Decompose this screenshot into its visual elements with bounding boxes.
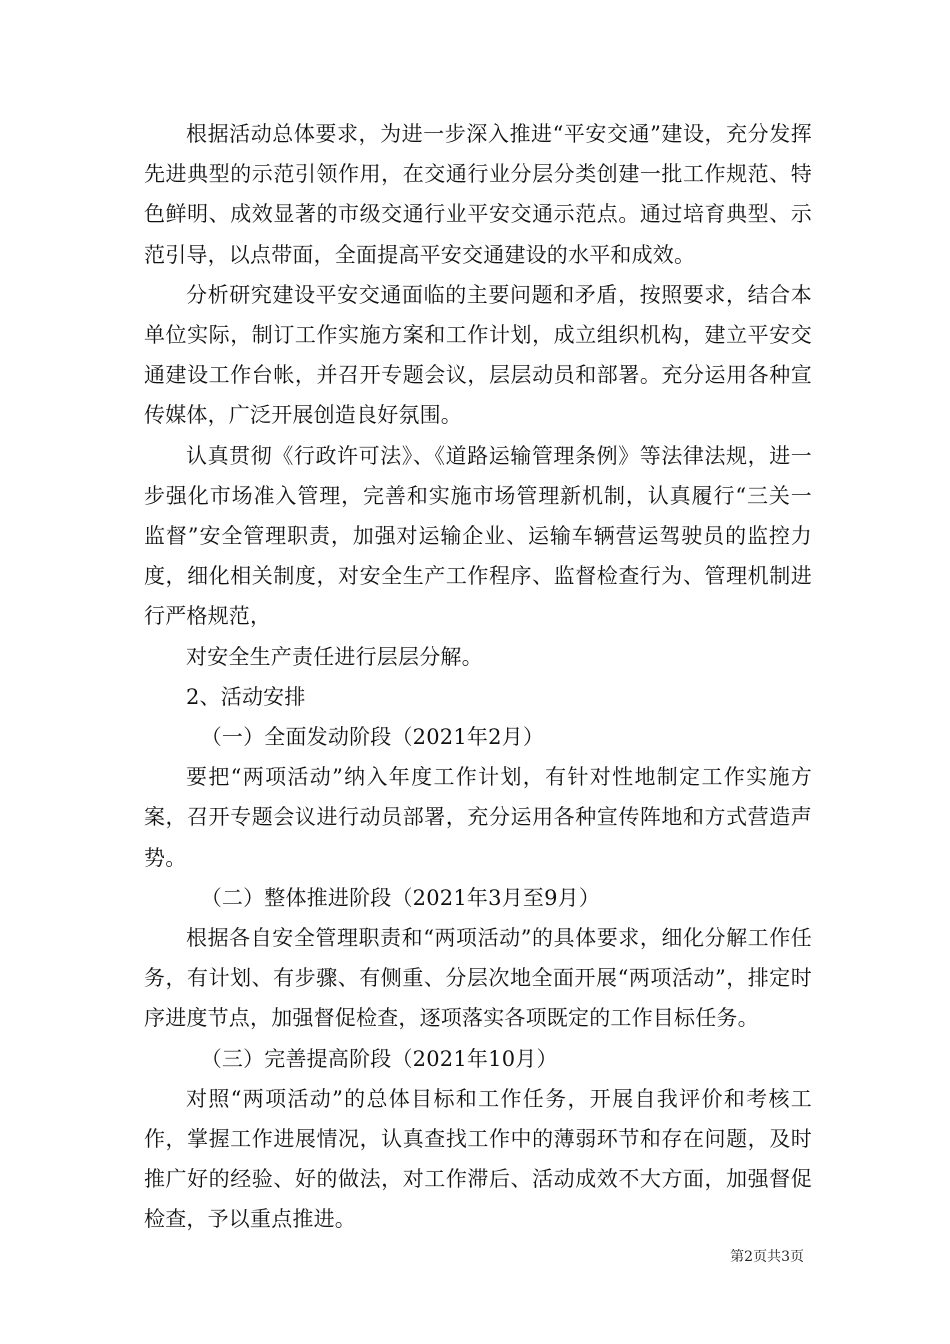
stage-heading-improvement: （三）完善提高阶段（2021年10月） (200, 1046, 558, 1071)
paragraph-analysis: 分析研究建设平安交通面临的主要问题和矛盾，按照要求，结合本单位实际，制订工作实施方案和工作计划，成立组织机构，建立平安交通建设工作台帐，并召开专题会议，层层动员和部署。充分运用各种宣传媒体，广泛开展创造良好氛围。 (144, 282, 812, 428)
stage-heading-mobilization: （一）全面发动阶段（2021年2月） (200, 725, 545, 750)
paragraph-improvement: 对照“两项活动”的总体目标和工作任务，开展自我评价和考核工作，掌握工作进展情况，认真查找工作中的薄弱环节和存在问题，及时推广好的经验、好的做法，对工作滞后、活动成效不大方面，加强督促检查，予以重点推进。 (144, 1086, 812, 1232)
page-number: 第2页共3页 (730, 1249, 804, 1265)
document-body (144, 114, 812, 1240)
paragraph-responsibility: 对安全生产责任进行层层分解。 (186, 644, 483, 669)
paragraph-regulations: 认真贯彻《行政许可法》、《道路运输管理条例》等法律法规，进一步强化市场准入管理，完善和实施市场管理新机制，认真履行“三关一监督”安全管理职责，加强对运输企业、运输车辆营运驾驶员的监控力度，细化相关制度，对安全生产工作程序、监督检查行为、管理机制进行严格规范， (144, 443, 812, 629)
paragraph-goal: 根据活动总体要求，为进一步深入推进“平安交通”建设，充分发挥先进典型的示范引领作用，在交通行业分层分类创建一批工作规范、特色鲜明、成效显著的市级交通行业平安交通示范点。通过培育典型、示范引导，以点带面，全面提高平安交通建设的水平和成效。 (144, 122, 812, 267)
section-heading-activity-arrangement: 2、活动安排 (186, 684, 306, 709)
stage-heading-advancement: （二）整体推进阶段（2021年3月至9月） (200, 885, 601, 910)
paragraph-advancement: 根据各自安全管理职责和“两项活动”的具体要求，细化分解工作任务，有计划、有步骤、有侧重、分层次地全面开展“两项活动”，排定时序进度节点，加强督促检查，逐项落实各项既定的工作目标任务。 (144, 926, 812, 1031)
paragraph-mobilization: 要把“两项活动”纳入年度工作计划，有针对性地制定工作实施方案，召开专题会议进行动员部署，充分运用各种宣传阵地和方式营造声势。 (144, 765, 812, 870)
